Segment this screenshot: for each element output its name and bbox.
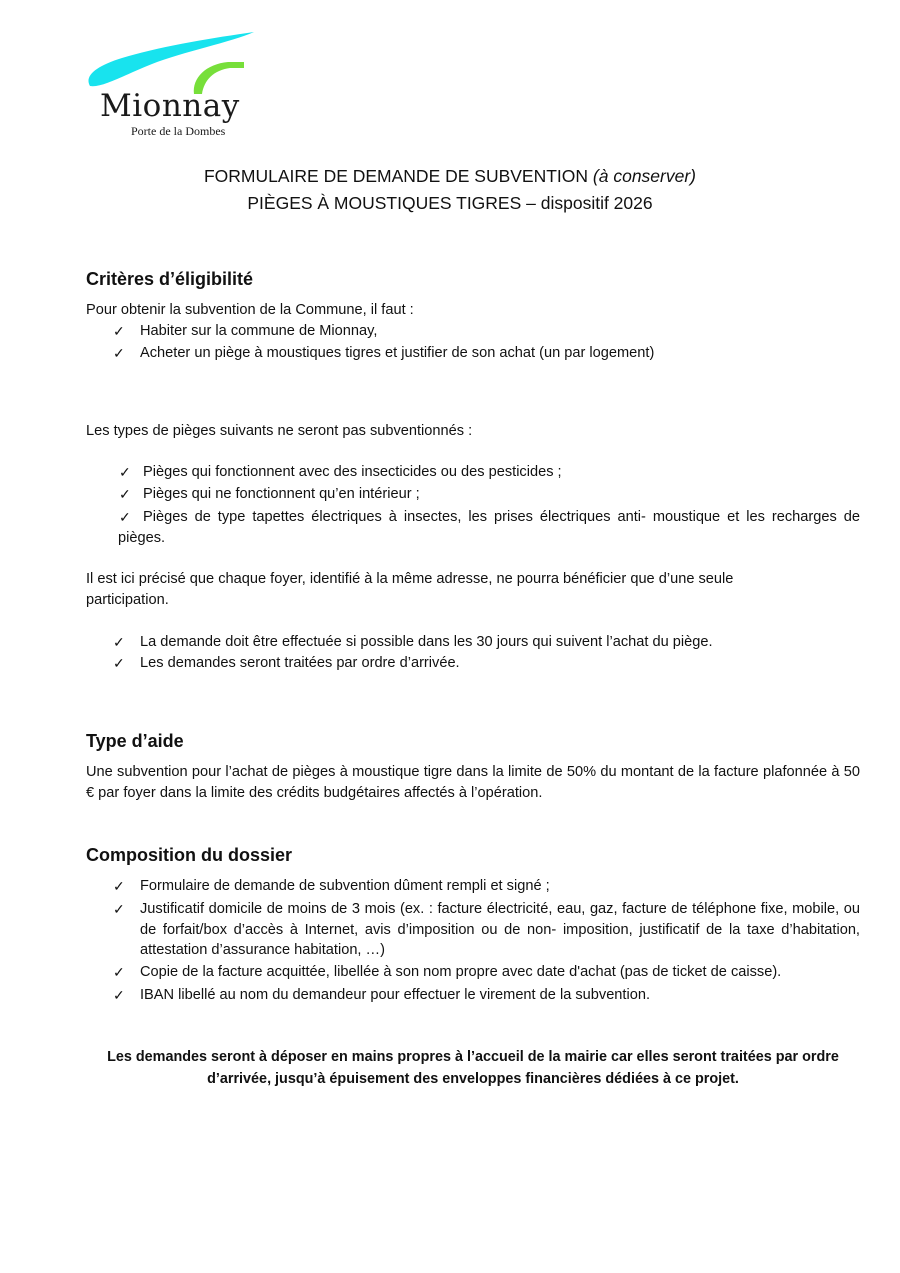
mionnay-logo [82, 28, 262, 140]
logo-tagline: Porte de la Dombes [131, 124, 226, 138]
eligibility-heading: Critères d’éligibilité [86, 269, 254, 289]
checkmark-icon: ✓ [113, 964, 125, 980]
dossier-item: ✓ IBAN libellé au nom du demandeur pour effectuer le virement de la subvention. [86, 985, 860, 1006]
excluded-item: ✓ Pièges qui ne fonctionnent qu’en intérieur ; [118, 484, 860, 505]
checkmark-icon: ✓ [113, 323, 125, 339]
title-italic-note: (à conserver) [592, 166, 697, 186]
eligibility-item: ✓ Acheter un piège à moustiques tigres et justifier de son achat (un par logement) [86, 343, 860, 364]
eligibility-intro: Pour obtenir la subvention de la Commune, il faut : [86, 302, 414, 318]
dossier-heading: Composition du dossier [86, 845, 293, 865]
title-main: FORMULAIRE DE DEMANDE DE SUBVENTION [203, 166, 589, 186]
dossier-item: ✓ Justificatif domicile de moins de 3 mois (ex. : facture électricité, eau, gaz, facture de téléphone fixe, mobile, ou de forfait/box d’accès à Internet, avis d’imposition ou de non- imposition, justificatif de la taxe d’habitation, attestation d’assurance habitation, …) [113, 901, 860, 958]
checkmark-icon: ✓ [119, 486, 131, 502]
checkmark-icon: ✓ [113, 878, 125, 894]
checkmark-icon: ✓ [119, 464, 131, 480]
excluded-traps-intro: Les types de pièges suivants ne seront pas subventionnés : [86, 423, 473, 439]
checkmark-icon: ✓ [113, 901, 125, 917]
checkmark-icon: ✓ [113, 987, 125, 1003]
excluded-item: ✓ Pièges qui fonctionnent avec des insecticides ou des pesticides ; [118, 462, 860, 483]
aid-type-heading: Type d’aide [86, 731, 184, 751]
logo-cyan-swoosh [88, 32, 254, 86]
logo-name: Mionnay [100, 88, 240, 124]
rule-item: ✓ Les demandes seront traitées par ordre d’arrivée. [86, 653, 860, 674]
checkmark-icon: ✓ [119, 509, 131, 525]
aid-type-text: Une subvention pour l’achat de pièges à moustique tigre dans la limite de 50% du montant de la facture plafonnée à 50 € par foyer dans la limite des crédits budgétaires affectés à l’opération. [86, 764, 860, 801]
dossier-item: ✓ Copie de la facture acquittée, libellée à son nom propre avec date d'achat (pas de ticket de caisse). [86, 962, 860, 983]
checkmark-icon: ✓ [113, 634, 125, 650]
rule-item: ✓ La demande doit être effectuée si possible dans les 30 jours qui suivent l’achat du piège. [86, 632, 860, 653]
document-title-line-1 [0, 166, 900, 187]
document-title-line-2: PIÈGES À MOUSTIQUES TIGRES – dispositif 2026 [247, 193, 653, 213]
dossier-item: ✓ Formulaire de demande de subvention dûment rempli et signé ; [86, 876, 860, 897]
checkmark-icon: ✓ [113, 345, 125, 361]
excluded-item: ✓ Pièges de type tapettes électriques à insectes, les prises électriques anti- moustique et les recharges de pièges. [118, 509, 860, 546]
single-participation-note: Il est ici précisé que chaque foyer, identifié à la même adresse, ne pourra bénéficier que d’une seule participation. [86, 571, 734, 608]
submission-instructions: Les demandes seront à déposer en mains propres à l’accueil de la mairie car elles seront traitées par ordre d’arrivée, jusqu’à épuisement des enveloppes financières dédiées à ce projet. [107, 1049, 839, 1087]
eligibility-item: ✓ Habiter sur la commune de Mionnay, [86, 321, 860, 342]
checkmark-icon: ✓ [113, 655, 125, 671]
